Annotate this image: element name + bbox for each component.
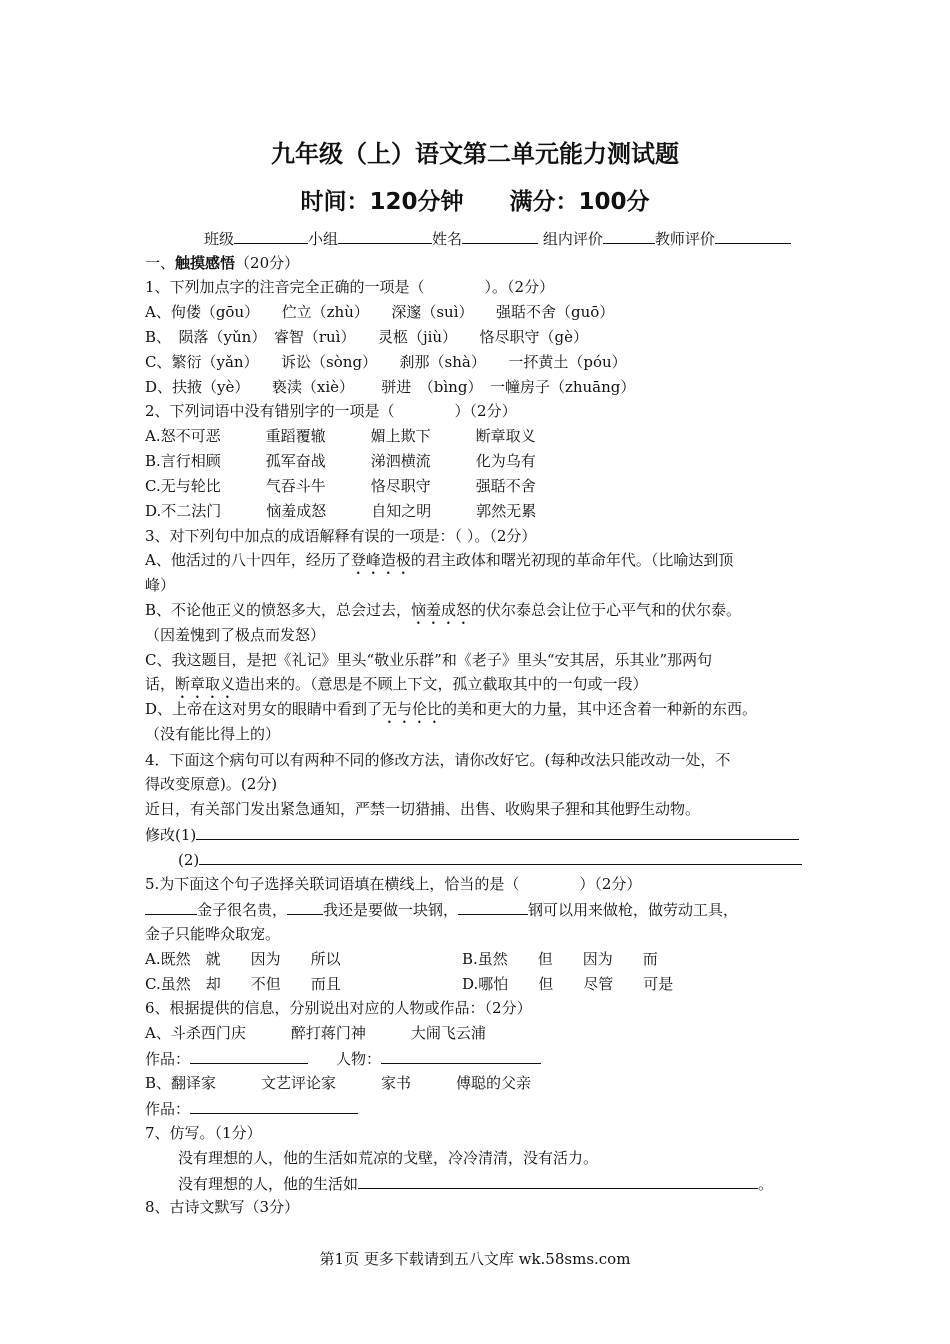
q3-option-d: D、上帝在这对男女的眼睛中看到了无与伦比的美和更大的力量，其中还含着一种新的东西。: [145, 700, 758, 718]
q1-stem: 1、下列加点字的注音完全正确的一项是（ ）。（2分）: [145, 278, 555, 296]
dotted-idiom: 断章取义: [175, 675, 236, 693]
q5-option-d: D.哪怕 但 尽管 可是: [462, 975, 674, 993]
q5-sentence: 金子很名贵， 我还是要做一块钢， 钢可以用来做枪，做劳动工具，: [145, 899, 738, 920]
q3-option-a: A、他活过的八十四年，经历了登峰造极的君主政体和曙光初现的革命年代。（比喻达到顶: [145, 551, 734, 569]
fix-1-blank[interactable]: [196, 824, 799, 840]
fix-2-blank[interactable]: [199, 849, 802, 865]
blank-3[interactable]: [458, 899, 528, 915]
name-blank[interactable]: [462, 228, 538, 244]
blank-2[interactable]: [287, 899, 323, 915]
q6-stem: 6、根据提供的信息，分别说出对应的人物或作品：（2分）: [145, 999, 532, 1017]
q5-option-b: B.虽然 但 因为 而: [462, 950, 658, 968]
q3-option-c: C、我这题目，是把《礼记》里头“敬业乐群”和《老子》里头“安其居，乐其业”那两句: [145, 651, 713, 669]
q3-option-b: B、不论他正义的愤怒多大，总会过去，恼羞成怒的伏尔泰总会让位于心平气和的伏尔泰。: [145, 601, 742, 619]
q4-fix-1: 修改(1): [145, 824, 799, 845]
teacher-eval-label: 教师评价: [654, 230, 715, 248]
q1-option-b: B、 陨落（yǔn） 睿智（ruì） 灵柩（jiù） 恪尽职守（gè）: [145, 328, 589, 346]
page-title: 九年级（上）语文第二单元能力测试题: [271, 140, 679, 168]
q5-option-c: C.虽然 却 不但 而且: [145, 975, 341, 993]
full-score: 满分：100分: [509, 189, 650, 215]
q7-stem: 7、仿写。（1分）: [145, 1124, 262, 1142]
q1-option-a: A、佝偻（gōu） 伫立（zhù） 深邃（suì） 强聒不舍（guō）: [145, 303, 615, 321]
q8-stem: 8、古诗文默写（3分）: [145, 1198, 300, 1216]
q6-item-b: B、翻译家 文艺评论家 家书 傅聪的父亲: [145, 1074, 532, 1092]
work-blank-2[interactable]: [190, 1098, 358, 1114]
q5-stem: 5.为下面这个句子选择关联词语填在横线上，恰当的是（ ）（2分）: [145, 875, 642, 893]
q1-option-d: D、扶掖（yè） 亵渎（xiè） 骈进 （bìng） 一幢房子（zhuāng）: [145, 378, 636, 396]
q3-option-a-cont: 峰）: [145, 576, 176, 594]
q4-fix-2: (2): [178, 849, 802, 870]
teacher-eval-blank[interactable]: [715, 228, 791, 244]
q7-example: 没有理想的人，他的生活如荒凉的戈壁，冷冷清清，没有活力。: [178, 1149, 599, 1167]
group-label: 小组: [308, 230, 339, 248]
q4-sentence: 近日，有关部门发出紧急通知，严禁一切猎捕、出售、收购果子狸和其他野生动物。: [145, 800, 701, 818]
student-info-row: [204, 228, 791, 249]
person-blank[interactable]: [381, 1048, 541, 1064]
time-limit: 时间：120分钟: [300, 189, 464, 215]
q2-option-a: A.怒不可恶 重蹈覆辙 媚上欺下 断章取义: [145, 427, 536, 445]
dotted-idiom: 无与伦比: [382, 700, 443, 718]
page-subtitle: [0, 183, 950, 216]
dotted-idiom: 登峰造极: [350, 551, 411, 569]
q5-option-a: A.既然 就 因为 所以: [145, 950, 341, 968]
class-label: 班级: [204, 230, 235, 248]
imitation-blank[interactable]: [358, 1173, 758, 1189]
q3-option-c-cont: 话，断章取义造出来的。（意思是不顾上下文，孤立截取其中的一句或一段）: [145, 675, 648, 693]
name-label: 姓名: [432, 230, 463, 248]
q6-item-a: A、斗杀西门庆 醉打蒋门神 大闹飞云浦: [145, 1024, 486, 1042]
page-footer: 第1页 更多下载请到五八文库 wk.58sms.com: [319, 1250, 631, 1268]
q4-stem-1: 4．下面这个病句可以有两种不同的修改方法，请你改好它。(每种改法只能改动一处，不: [145, 751, 731, 769]
q7-prompt: 没有理想的人，他的生活如 。: [178, 1175, 774, 1193]
q6-a-answers: 作品： 人物：: [145, 1048, 541, 1069]
q2-stem: 2、下列词语中没有错别字的一项是（ ）（2分）: [145, 402, 517, 420]
blank-1[interactable]: [145, 899, 197, 915]
section-heading: 一、触摸感悟（20分）: [145, 254, 300, 272]
q2-option-d: D.不二法门 恼羞成怒 自知之明 郭然无累: [145, 502, 537, 520]
q4-stem-2: 得改变原意)。(2分): [145, 775, 278, 793]
q2-option-c: C.无与轮比 气吞斗牛 恪尽职守 强聒不舍: [145, 477, 536, 495]
group-eval-label: 组内评价: [542, 230, 603, 248]
q3-option-d-cont: （没有能比得上的）: [145, 725, 281, 743]
q1-option-c: C、繁衍（yǎn） 诉讼（sòng） 刹那（shà） 一抔黄土（póu）: [145, 353, 627, 371]
class-blank[interactable]: [234, 228, 308, 244]
q6-b-answers: 作品：: [145, 1098, 358, 1119]
group-blank[interactable]: [338, 228, 432, 244]
work-blank[interactable]: [190, 1048, 308, 1064]
dotted-idiom: 恼羞成怒: [411, 601, 472, 619]
q3-stem: 3、对下列句中加点的成语解释有误的一项是：（ ）。（2分）: [145, 527, 537, 545]
q2-option-b: B.言行相顾 孤军奋战 涕泗横流 化为乌有: [145, 452, 536, 470]
q3-option-b-cont: （因羞愧到了极点而发怒）: [145, 626, 326, 644]
q5-sentence-cont: 金子只能哗众取宠。: [145, 925, 281, 943]
group-eval-blank[interactable]: [603, 228, 655, 244]
